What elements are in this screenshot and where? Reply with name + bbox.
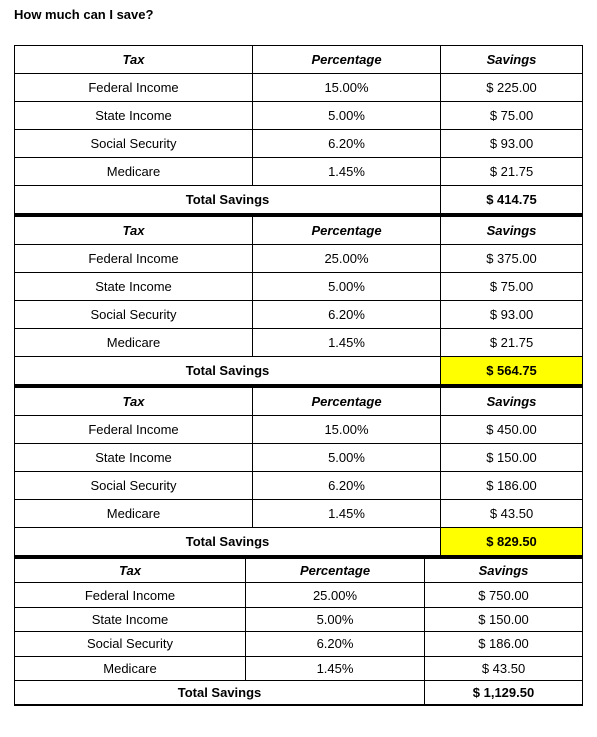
tax-cell: Federal Income: [15, 74, 253, 102]
total-row: [15, 680, 583, 705]
savings-tables: [14, 45, 582, 706]
table-row: [15, 329, 583, 357]
percentage-cell: 6.20%: [253, 130, 441, 158]
total-row: [15, 357, 583, 386]
percentage-cell: 5.00%: [253, 273, 441, 301]
tax-cell: State Income: [15, 607, 246, 631]
header-savings: Savings: [441, 46, 583, 74]
table-row: [15, 607, 583, 631]
tax-cell: Medicare: [15, 656, 246, 680]
percentage-cell: 6.20%: [253, 472, 441, 500]
savings-cell: $ 150.00: [441, 444, 583, 472]
table-row: [15, 102, 583, 130]
savings-cell: $ 93.00: [441, 130, 583, 158]
percentage-cell: 1.45%: [253, 329, 441, 357]
tax-cell: Medicare: [15, 158, 253, 186]
page-title: How much can I save?: [14, 7, 154, 22]
tax-cell: Medicare: [15, 329, 253, 357]
tax-cell: Social Security: [15, 301, 253, 329]
percentage-cell: 25.00%: [246, 583, 425, 607]
table-header-row: [15, 217, 583, 245]
tax-cell: Medicare: [15, 500, 253, 528]
table-row: [15, 472, 583, 500]
table-row: [15, 158, 583, 186]
savings-cell: $ 75.00: [441, 273, 583, 301]
tax-cell: Social Security: [15, 632, 246, 656]
total-value: $ 414.75: [441, 186, 583, 215]
header-savings: Savings: [441, 217, 583, 245]
percentage-cell: 15.00%: [253, 416, 441, 444]
percentage-cell: 5.00%: [253, 444, 441, 472]
percentage-cell: 6.20%: [246, 632, 425, 656]
percentage-cell: 15.00%: [253, 74, 441, 102]
savings-cell: $ 750.00: [425, 583, 583, 607]
savings-table-4: [14, 558, 583, 706]
percentage-cell: 5.00%: [246, 607, 425, 631]
savings-cell: $ 150.00: [425, 607, 583, 631]
header-tax: Tax: [15, 217, 253, 245]
tax-cell: Federal Income: [15, 245, 253, 273]
tax-cell: Federal Income: [15, 583, 246, 607]
tax-cell: State Income: [15, 102, 253, 130]
header-savings: Savings: [425, 559, 583, 583]
savings-cell: $ 21.75: [441, 158, 583, 186]
tax-cell: Federal Income: [15, 416, 253, 444]
percentage-cell: 1.45%: [253, 158, 441, 186]
percentage-cell: 25.00%: [253, 245, 441, 273]
table-row: [15, 273, 583, 301]
total-value-highlighted: $ 829.50: [441, 528, 583, 557]
savings-cell: $ 43.50: [441, 500, 583, 528]
table-row: [15, 74, 583, 102]
header-percentage: Percentage: [246, 559, 425, 583]
savings-table-3: [14, 387, 583, 558]
header-percentage: Percentage: [253, 388, 441, 416]
header-tax: Tax: [15, 388, 253, 416]
savings-cell: $ 93.00: [441, 301, 583, 329]
savings-cell: $ 43.50: [425, 656, 583, 680]
tax-cell: Social Security: [15, 472, 253, 500]
savings-cell: $ 186.00: [441, 472, 583, 500]
savings-cell: $ 450.00: [441, 416, 583, 444]
total-value: $ 1,129.50: [425, 680, 583, 705]
total-label: Total Savings: [15, 186, 441, 215]
savings-cell: $ 225.00: [441, 74, 583, 102]
percentage-cell: 6.20%: [253, 301, 441, 329]
total-value-highlighted: $ 564.75: [441, 357, 583, 386]
total-label: Total Savings: [15, 357, 441, 386]
table-header-row: [15, 46, 583, 74]
savings-cell: $ 21.75: [441, 329, 583, 357]
savings-table-1: [14, 45, 583, 216]
table-row: [15, 416, 583, 444]
savings-cell: $ 375.00: [441, 245, 583, 273]
table-row: [15, 656, 583, 680]
savings-cell: $ 186.00: [425, 632, 583, 656]
header-percentage: Percentage: [253, 46, 441, 74]
table-row: [15, 500, 583, 528]
tax-cell: State Income: [15, 444, 253, 472]
percentage-cell: 5.00%: [253, 102, 441, 130]
tax-cell: State Income: [15, 273, 253, 301]
savings-table-2: [14, 216, 583, 387]
table-row: [15, 130, 583, 158]
table-row: [15, 632, 583, 656]
table-row: [15, 444, 583, 472]
table-row: [15, 583, 583, 607]
table-header-row: [15, 559, 583, 583]
total-row: [15, 528, 583, 557]
percentage-cell: 1.45%: [246, 656, 425, 680]
savings-cell: $ 75.00: [441, 102, 583, 130]
table-row: [15, 245, 583, 273]
table-row: [15, 301, 583, 329]
header-tax: Tax: [15, 46, 253, 74]
header-savings: Savings: [441, 388, 583, 416]
total-label: Total Savings: [15, 680, 425, 705]
total-row: [15, 186, 583, 215]
total-label: Total Savings: [15, 528, 441, 557]
header-tax: Tax: [15, 559, 246, 583]
table-header-row: [15, 388, 583, 416]
header-percentage: Percentage: [253, 217, 441, 245]
percentage-cell: 1.45%: [253, 500, 441, 528]
tax-cell: Social Security: [15, 130, 253, 158]
